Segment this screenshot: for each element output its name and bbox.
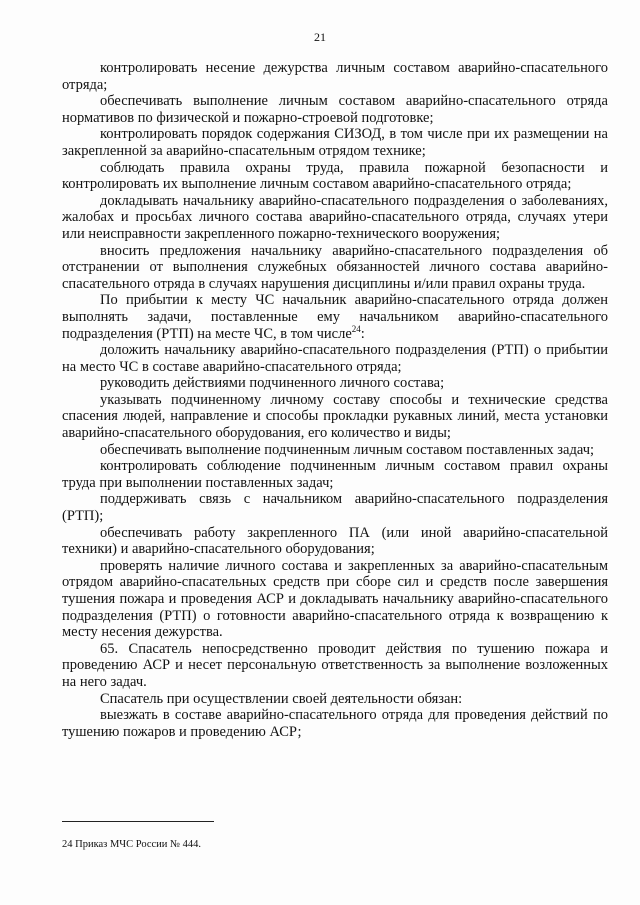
footnote-reference-suffix: : bbox=[360, 325, 365, 342]
paragraph: обеспечивать работу закрепленного ПА (или иной аварийно-спасательной техники) и аварийно-спасательного оборудования; bbox=[62, 524, 608, 558]
footnote-reference: 24 bbox=[351, 323, 361, 334]
paragraph: обеспечивать выполнение личным составом аварийно-спасательного отряда нормативов по физической и пожарно-строевой подготовке; bbox=[62, 93, 608, 126]
page-number: 21 bbox=[314, 30, 326, 44]
paragraph: доложить начальнику аварийно-спасательного подразделения (РТП) о прибытии на место ЧС в составе аварийно-спасательного отряда; bbox=[62, 342, 608, 375]
paragraph: руководить действиями подчиненного личного состава; bbox=[100, 375, 445, 392]
paragraph-text: По прибытии к месту ЧС начальник аварийно-спасательного отряда должен выполнять задачи, поставленные ему начальником аварийно-спасательного подразделения (РТП) на месте ЧС, в том числе bbox=[62, 292, 608, 342]
paragraph: выезжать в составе аварийно-спасательного отряда для проведения действий по тушению пожаров и проведению АСР; bbox=[62, 707, 608, 740]
paragraph: обеспечивать выполнение подчиненным личным составом поставленных задач; bbox=[100, 441, 595, 458]
paragraph: соблюдать правила охраны труда, правила пожарной безопасности и контролировать их выполнение личным составом аварийно-спасательного отряда; bbox=[62, 159, 608, 193]
footnote-separator bbox=[62, 821, 214, 822]
paragraph: указывать подчиненному личному составу способы и технические средства спасения людей, направление и способы прокладки рукавных линий, места установки аварийно-спасательного оборудования, его количество и виды; bbox=[62, 391, 608, 442]
paragraph: проверять наличие личного состава и закрепленных за аварийно-спасательным отрядом аварийно-спасательных средств при сборе сил и средств после завершения тушения пожара и проведения АСР и докладывать начальнику аварийно-спасательного подразделения (РТП) о готовности аварийно-спасательного отряда к возвращению к месту несения дежурства. bbox=[62, 557, 608, 641]
paragraph: контролировать несение дежурства личным составом аварийно-спасательного отряда; bbox=[62, 60, 608, 93]
paragraph: 65. Спасатель непосредственно проводит действия по тушению пожара и проведению АСР и несет персональную ответственность за выполнение возложенных на него задач. bbox=[62, 640, 608, 690]
paragraph: докладывать начальнику аварийно-спасательного подразделения о заболеваниях, жалобах и просьбах личного состава аварийно-спасательного отряда, случаях утери или неисправности закрепленного пожарно-технического вооружения; bbox=[62, 192, 608, 242]
body-text bbox=[62, 60, 608, 740]
paragraph-with-footnote bbox=[62, 292, 608, 342]
paragraph: поддерживать связь с начальником аварийно-спасательного подразделения (РТП); bbox=[62, 491, 608, 525]
paragraph: Спасатель при осуществлении своей деятельности обязан: bbox=[100, 690, 463, 707]
footnote: 24 Приказ МЧС России № 444. bbox=[62, 839, 202, 850]
paragraph: вносить предложения начальнику аварийно-спасательного подразделения об отстранении от выполнения служебных обязанностей личного состава аварийно-спасательного отряда в случаях нарушения дисциплины и/или правил охраны труда. bbox=[62, 242, 608, 292]
paragraph: контролировать порядок содержания СИЗОД, в том числе при их размещении на закрепленной за аварийно-спасательным отрядом технике; bbox=[62, 126, 608, 159]
paragraph: контролировать соблюдение подчиненным личным составом правил охраны труда при выполнении поставленных задач; bbox=[62, 458, 608, 491]
